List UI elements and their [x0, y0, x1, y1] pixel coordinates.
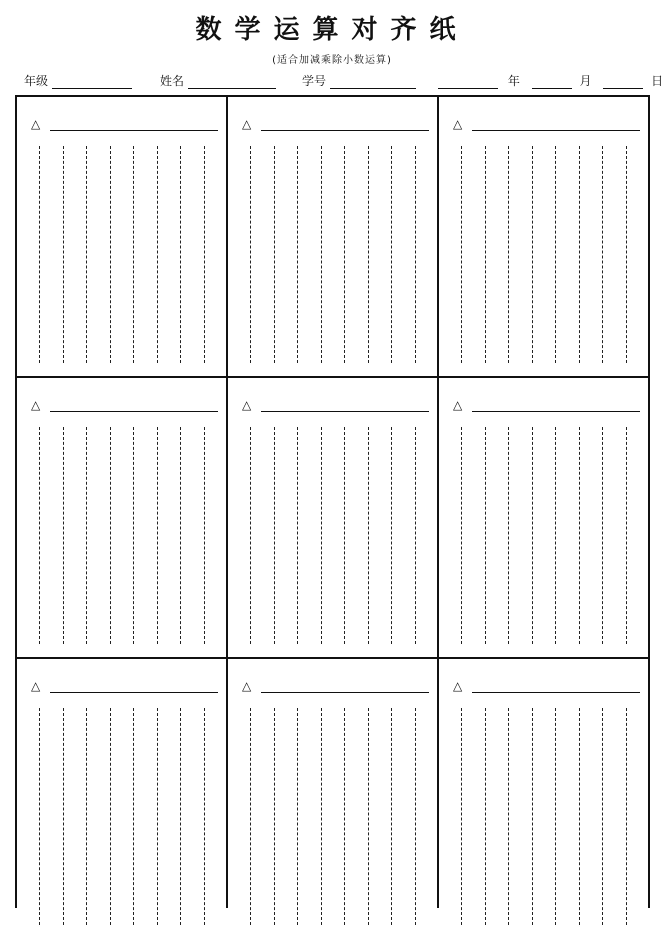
digit-guide-line — [626, 708, 627, 925]
calc-cell[interactable] — [17, 659, 228, 940]
digit-guide-line — [297, 146, 298, 363]
digit-guide-line — [297, 708, 298, 925]
digit-guide-line — [579, 427, 580, 644]
triangle-icon: △ — [453, 679, 463, 693]
calc-cell[interactable] — [439, 97, 650, 378]
digit-guide-line — [180, 708, 181, 925]
triangle-icon: △ — [31, 117, 41, 131]
digit-guide-line — [485, 146, 486, 363]
problem-line[interactable] — [472, 692, 640, 693]
digit-guide-line — [63, 708, 64, 925]
digit-guide-line — [297, 427, 298, 644]
student-id-label: 学号 — [302, 74, 327, 88]
worksheet-grid — [15, 95, 650, 908]
calc-cell[interactable] — [228, 97, 439, 378]
digit-guide-line — [157, 708, 158, 925]
name-blank[interactable] — [188, 76, 276, 89]
digit-guide-line — [250, 708, 251, 925]
digit-guide-line — [274, 708, 275, 925]
digit-guide-line — [204, 427, 205, 644]
digit-guide-line — [110, 708, 111, 925]
digit-guide-line — [461, 708, 462, 925]
triangle-icon: △ — [242, 679, 252, 693]
digit-guide-line — [180, 146, 181, 363]
digit-guide-line — [485, 708, 486, 925]
triangle-icon: △ — [31, 398, 41, 412]
digit-guide-line — [157, 427, 158, 644]
calc-cell[interactable] — [228, 659, 439, 940]
page-subtitle: (适合加减乘除小数运算) — [272, 55, 392, 66]
digit-guide-line — [579, 146, 580, 363]
digit-guide-line — [39, 146, 40, 363]
digit-guide-line — [602, 427, 603, 644]
digit-guide-line — [415, 146, 416, 363]
triangle-icon: △ — [453, 117, 463, 131]
grade-field — [24, 72, 132, 89]
problem-line[interactable] — [472, 130, 640, 131]
digit-guide-line — [110, 427, 111, 644]
grade-label: 年级 — [24, 74, 49, 88]
digit-guide-line — [204, 146, 205, 363]
digit-guide-line — [133, 708, 134, 925]
digit-guide-line — [344, 708, 345, 925]
problem-line[interactable] — [50, 130, 218, 131]
digit-guide-line — [250, 146, 251, 363]
digit-guide-line — [344, 146, 345, 363]
page-title: 数学运算对齐纸 — [195, 15, 469, 45]
digit-guide-line — [555, 427, 556, 644]
month-label: 月 — [579, 74, 592, 88]
digit-guide-line — [250, 427, 251, 644]
problem-line[interactable] — [261, 130, 429, 131]
digit-guide-line — [39, 708, 40, 925]
student-id-field — [302, 72, 416, 89]
digit-guide-line — [391, 146, 392, 363]
year-label: 年 — [507, 74, 520, 88]
calc-cell[interactable] — [17, 97, 228, 378]
digit-guide-line — [626, 427, 627, 644]
triangle-icon: △ — [242, 398, 252, 412]
calc-cell[interactable] — [439, 659, 650, 940]
digit-guide-line — [415, 708, 416, 925]
digit-guide-line — [133, 146, 134, 363]
digit-guide-line — [461, 146, 462, 363]
digit-guide-line — [86, 146, 87, 363]
month-blank[interactable] — [532, 76, 572, 89]
calc-cell[interactable] — [228, 378, 439, 659]
digit-guide-line — [508, 708, 509, 925]
calc-cell[interactable] — [17, 378, 228, 659]
digit-guide-line — [180, 427, 181, 644]
digit-guide-line — [110, 146, 111, 363]
digit-guide-line — [321, 708, 322, 925]
digit-guide-line — [579, 708, 580, 925]
name-field — [160, 72, 276, 89]
digit-guide-line — [368, 427, 369, 644]
digit-guide-line — [555, 708, 556, 925]
digit-guide-line — [86, 427, 87, 644]
digit-guide-line — [626, 146, 627, 363]
problem-line[interactable] — [261, 692, 429, 693]
student-id-blank[interactable] — [330, 76, 416, 89]
digit-guide-line — [415, 427, 416, 644]
triangle-icon: △ — [453, 398, 463, 412]
digit-guide-line — [321, 146, 322, 363]
digit-guide-line — [368, 708, 369, 925]
year-blank[interactable] — [438, 76, 498, 89]
digit-guide-line — [344, 427, 345, 644]
digit-guide-line — [508, 427, 509, 644]
digit-guide-line — [532, 146, 533, 363]
day-blank[interactable] — [603, 76, 643, 89]
digit-guide-line — [532, 427, 533, 644]
digit-guide-line — [555, 146, 556, 363]
digit-guide-line — [274, 146, 275, 363]
problem-line[interactable] — [50, 411, 218, 412]
digit-guide-line — [157, 146, 158, 363]
triangle-icon: △ — [31, 679, 41, 693]
problem-line[interactable] — [261, 411, 429, 412]
digit-guide-line — [63, 427, 64, 644]
digit-guide-line — [39, 427, 40, 644]
digit-guide-line — [368, 146, 369, 363]
digit-guide-line — [602, 146, 603, 363]
problem-line[interactable] — [472, 411, 640, 412]
digit-guide-line — [391, 708, 392, 925]
digit-guide-line — [86, 708, 87, 925]
digit-guide-line — [204, 708, 205, 925]
calc-cell[interactable] — [439, 378, 650, 659]
digit-guide-line — [508, 146, 509, 363]
triangle-icon: △ — [242, 117, 252, 131]
digit-guide-line — [274, 427, 275, 644]
day-label: 日 — [651, 74, 664, 88]
digit-guide-line — [532, 708, 533, 925]
digit-guide-line — [602, 708, 603, 925]
digit-guide-line — [391, 427, 392, 644]
digit-guide-line — [485, 427, 486, 644]
name-label: 姓名 — [160, 74, 185, 88]
digit-guide-line — [461, 427, 462, 644]
date-field — [438, 72, 663, 89]
digit-guide-line — [321, 427, 322, 644]
digit-guide-line — [133, 427, 134, 644]
problem-line[interactable] — [50, 692, 218, 693]
grade-blank[interactable] — [52, 76, 132, 89]
digit-guide-line — [63, 146, 64, 363]
